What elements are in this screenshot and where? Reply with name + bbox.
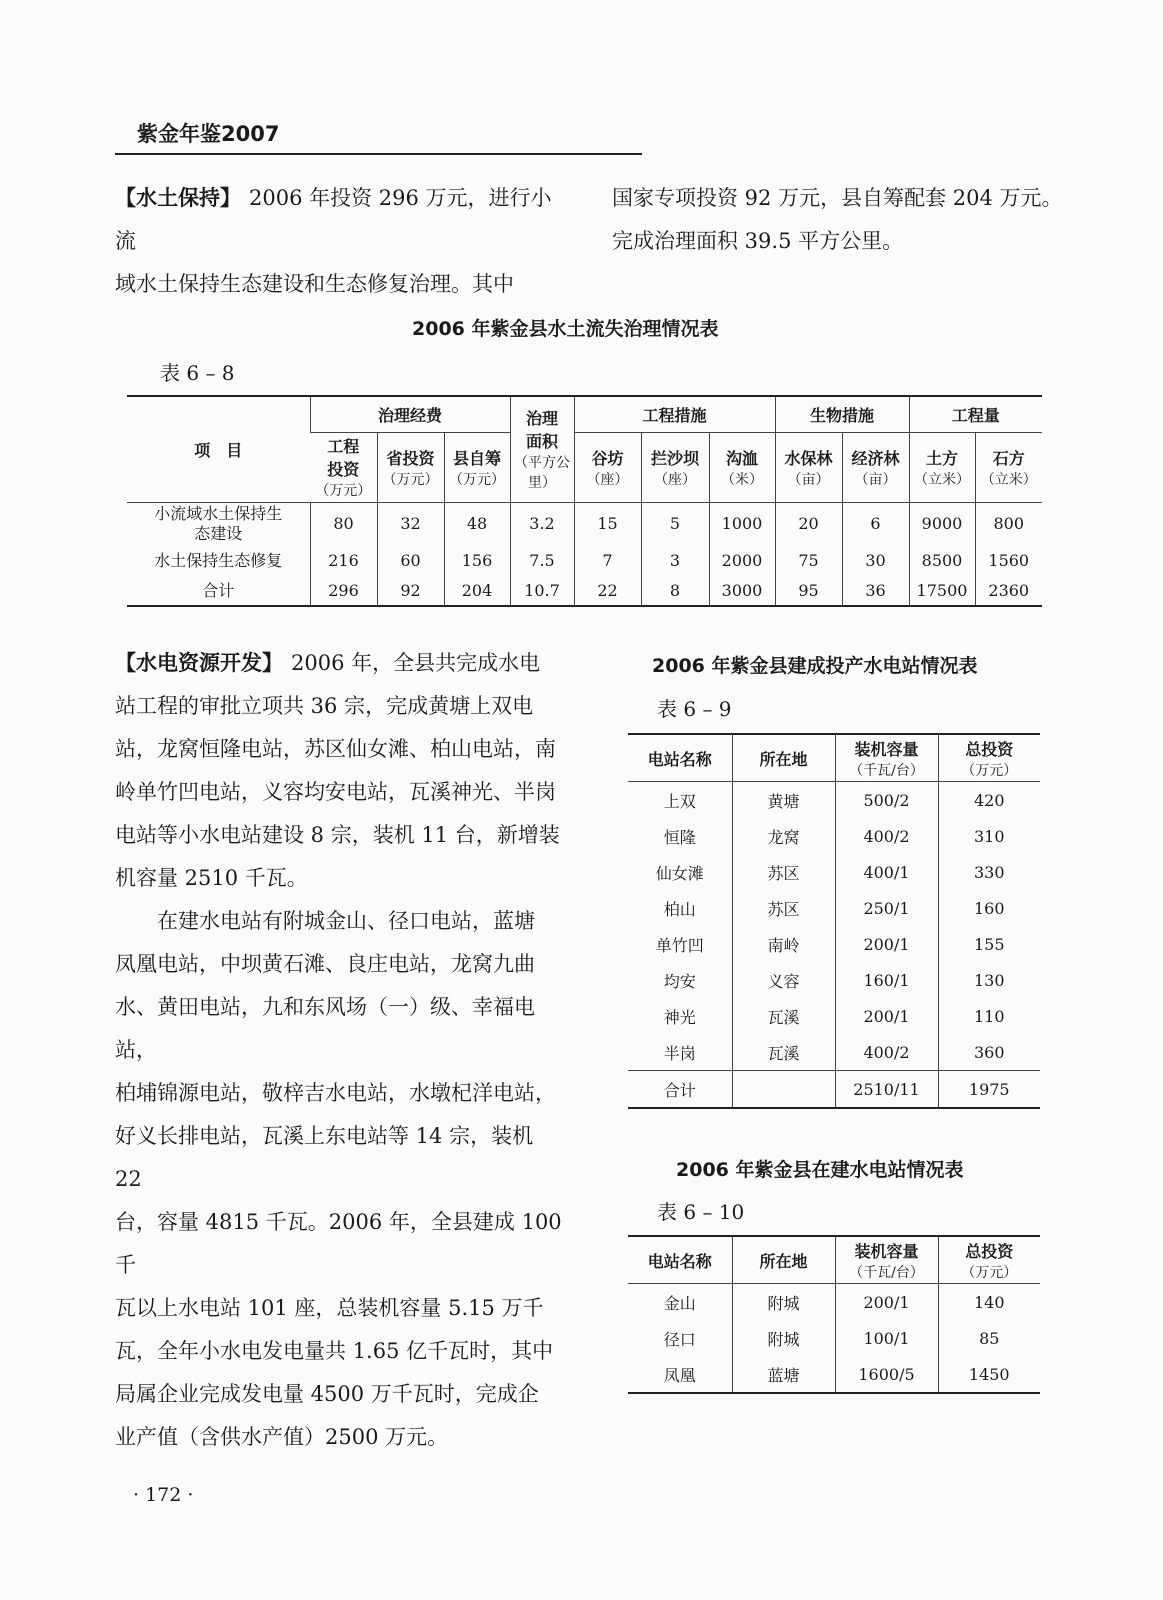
header-rule (115, 153, 642, 155)
table-cell: 330 (938, 854, 1040, 890)
table-cell: 15 (574, 502, 641, 546)
hydropower-paragraph-2 (115, 900, 565, 1459)
table-cell: 110 (938, 998, 1040, 1034)
table-cell: 32 (377, 502, 444, 546)
table-cell: 均安 (663, 971, 696, 991)
table-cell: 3 (641, 546, 709, 576)
row-label-text: 小流域水土保持生态建设 (154, 504, 283, 544)
table-cell: 250/1 (835, 890, 938, 926)
table-cell: 310 (938, 818, 1040, 854)
para-line: 电站等小水电站建设 8 宗，装机 11 台，新增装 (115, 823, 560, 847)
col-header-area (510, 396, 574, 502)
running-header-title: 紫金年鉴2007 (137, 122, 280, 146)
table-row (628, 1356, 1040, 1393)
table-cell: 1975 (938, 1071, 1040, 1109)
table-cell: 金山 (663, 1293, 696, 1313)
table-cell: 1000 (709, 502, 775, 546)
col-header-label: 经济林 (851, 448, 900, 468)
table-row (628, 818, 1040, 854)
col-header (310, 432, 377, 502)
col-header-label: 装机容量 (854, 1241, 919, 1261)
hydropower-lead: 【水电资源开发】 (115, 651, 283, 675)
table-cell: 20 (775, 502, 842, 546)
col-header-unit: （亩） (854, 471, 897, 488)
col-header-unit: （立米） (980, 471, 1037, 488)
table-cell: 75 (775, 546, 842, 576)
table-cell: 8500 (909, 546, 975, 576)
table-row-total (628, 1071, 1040, 1109)
table-cell: 200/1 (835, 998, 938, 1034)
para-line: 机容量 2510 千瓦。 (115, 866, 308, 890)
table-row (127, 502, 1042, 546)
col-header-item: 项 目 (127, 396, 310, 502)
table-cell: 36 (842, 576, 909, 606)
col-header-label: 石方 (992, 448, 1025, 468)
col-header-unit: （万元） (961, 1264, 1018, 1281)
col-header (574, 432, 641, 502)
para-line: 域水土保持生态建设和生态修复治理。其中 (115, 272, 514, 296)
table-cell: 160 (938, 890, 1040, 926)
col-header-station: 电站名称 (628, 1236, 732, 1284)
table-cell: 130 (938, 962, 1040, 998)
table-cell: 附城 (732, 1284, 835, 1321)
table-cell (732, 1071, 835, 1109)
table-cell: 瓦溪 (732, 998, 835, 1034)
table-cell: 200/1 (835, 1284, 938, 1321)
para-line: 水、黄田电站，九和东风场（一）级、幸福电站， (115, 995, 535, 1062)
table-cell: 2360 (975, 576, 1042, 606)
table-row (628, 890, 1040, 926)
row-label: 合计 (202, 580, 235, 600)
table-cell: 仙女滩 (655, 863, 704, 883)
table-row (628, 1320, 1040, 1356)
col-header-label: 总投资 (965, 1241, 1014, 1261)
table-row (628, 1034, 1040, 1071)
table-cell: 100/1 (835, 1320, 938, 1356)
col-header-location: 所在地 (732, 1236, 835, 1284)
table-6-8-caption: 2006 年紫金县水土流失治理情况表 (412, 318, 719, 340)
table-cell: 上双 (663, 791, 696, 811)
table-cell: 80 (310, 502, 377, 546)
col-header-label: 拦沙坝 (650, 448, 699, 468)
table-cell: 400/2 (835, 1034, 938, 1071)
table-cell: 156 (444, 546, 510, 576)
col-group-engineering: 工程措施 (574, 396, 775, 432)
col-header-area-unit: （平方公里） (514, 455, 570, 492)
table-cell: 柏山 (663, 899, 696, 919)
table-cell: 合计 (628, 1071, 732, 1109)
soil-conservation-lead: 【水土保持】 (115, 186, 241, 210)
table-6-8-number: 表 6 – 8 (160, 361, 235, 385)
col-header-unit: （千瓦/台） (849, 1264, 924, 1281)
table-cell: 3000 (709, 576, 775, 606)
table-cell: 360 (938, 1034, 1040, 1071)
para-line: 局属企业完成发电量 4500 万千瓦时，完成企 (115, 1382, 539, 1406)
table-cell: 420 (938, 782, 1040, 819)
table-cell: 1560 (975, 546, 1042, 576)
table-cell: 95 (775, 576, 842, 606)
table-6-9-number: 表 6 – 9 (657, 697, 732, 721)
table-cell: 6 (842, 502, 909, 546)
table-row-total (127, 576, 1042, 606)
table-cell: 单竹凹 (655, 935, 704, 955)
para-line: 2006 年投资 296 万元，进行小流 (115, 186, 552, 253)
soil-conservation-paragraph-col2 (612, 177, 1082, 263)
table-cell: 9000 (909, 502, 975, 546)
col-header-label: 水保林 (784, 448, 833, 468)
col-header (775, 432, 842, 502)
table-row (628, 1284, 1040, 1321)
col-header-area-line2: 面积 (525, 432, 558, 452)
table-cell: 义容 (732, 962, 835, 998)
col-header-label: 省投资 (386, 448, 435, 468)
col-header-label: 沟洫 (725, 448, 758, 468)
table-cell: 凤凰 (663, 1365, 696, 1385)
table-cell: 30 (842, 546, 909, 576)
col-header-capacity (835, 1236, 938, 1284)
col-header-unit: （座） (654, 471, 696, 488)
col-header (444, 432, 510, 502)
col-header-capacity (835, 734, 938, 782)
para-line: 在建水电站有附城金山、径口电站，蓝塘 (157, 909, 535, 933)
col-header-unit: （万元） (961, 762, 1018, 779)
col-header-unit: （座） (586, 471, 629, 488)
table-cell: 神光 (663, 1007, 696, 1027)
table-row (628, 926, 1040, 962)
table-cell: 216 (310, 546, 377, 576)
col-header-investment (938, 734, 1040, 782)
para-line: 好义长排电站，瓦溪上东电站等 14 宗，装机 22 (115, 1124, 534, 1191)
table-cell: 附城 (732, 1320, 835, 1356)
table-cell: 半岗 (663, 1043, 696, 1063)
table-cell: 140 (938, 1284, 1040, 1321)
table-cell: 92 (377, 576, 444, 606)
table-cell: 南岭 (732, 926, 835, 962)
table-cell: 60 (377, 546, 444, 576)
para-line: 站，龙窝恒隆电站，苏区仙女滩、柏山电站，南 (115, 737, 556, 761)
table-cell: 400/1 (835, 854, 938, 890)
table-cell: 8 (641, 576, 709, 606)
col-header-area-line1: 治理 (525, 409, 558, 429)
col-header-label: 总投资 (965, 739, 1014, 759)
col-header (377, 432, 444, 502)
para-line: 凤凰电站，中坝黄石滩、良庄电站，龙窝九曲 (115, 952, 535, 976)
col-header-unit: （立米） (914, 471, 970, 488)
col-header (842, 432, 909, 502)
table-cell: 黄塘 (732, 782, 835, 819)
para-line: 完成治理面积 39.5 平方公里。 (612, 229, 904, 253)
table-6-10-caption: 2006 年紫金县在建水电站情况表 (676, 1159, 964, 1181)
soil-conservation-paragraph-col1 (115, 177, 565, 306)
table-cell: 400/2 (835, 818, 938, 854)
col-header-location: 所在地 (732, 734, 835, 782)
table-row (127, 546, 1042, 576)
table-6-10-number: 表 6 – 10 (657, 1200, 745, 1224)
table-cell: 瓦溪 (732, 1034, 835, 1071)
col-header-label: 土方 (925, 448, 958, 468)
table-cell: 1600/5 (835, 1356, 938, 1393)
col-header-label: 谷坊 (591, 448, 624, 468)
hydropower-paragraph-1 (115, 642, 565, 900)
under-construction-hydropower-table (628, 1235, 1040, 1394)
col-header-unit: （万元） (382, 471, 439, 488)
col-header-label: 装机容量 (854, 739, 919, 759)
para-line: 柏埔锦源电站，敬梓吉水电站，水墩杞洋电站， (115, 1081, 556, 1105)
table-row (628, 962, 1040, 998)
table-cell: 17500 (909, 576, 975, 606)
table-cell: 蓝塘 (732, 1356, 835, 1393)
table-row (628, 998, 1040, 1034)
para-line: 站工程的审批立项共 36 宗，完成黄塘上双电 (115, 694, 534, 718)
para-line: 瓦，全年小水电发电量共 1.65 亿千瓦时，其中 (115, 1339, 554, 1363)
table-cell: 苏区 (732, 854, 835, 890)
table-cell: 恒隆 (663, 827, 696, 847)
para-line: 业产值（含供水产值）2500 万元。 (115, 1425, 449, 1449)
table-row (628, 782, 1040, 819)
para-line: 瓦以上水电站 101 座，总装机容量 5.15 万千 (115, 1296, 544, 1320)
col-header (709, 432, 775, 502)
para-line: 台，容量 4815 千瓦。2006 年，全县建成 100 千 (115, 1210, 562, 1277)
table-row (628, 854, 1040, 890)
col-group-quantity: 工程量 (909, 396, 1042, 432)
table-cell: 800 (975, 502, 1042, 546)
table-cell: 200/1 (835, 926, 938, 962)
soil-erosion-table (127, 395, 1042, 607)
completed-hydropower-table (628, 733, 1040, 1109)
col-header-unit: （万元） (315, 483, 372, 499)
table-cell: 3.2 (510, 502, 574, 546)
table-cell: 500/2 (835, 782, 938, 819)
table-cell: 龙窝 (732, 818, 835, 854)
col-header-unit: （万元） (449, 471, 505, 488)
col-header (641, 432, 709, 502)
table-cell: 296 (310, 576, 377, 606)
col-header-unit: （亩） (787, 471, 830, 488)
col-header-unit: （米） (721, 471, 763, 488)
col-group-funding: 治理经费 (310, 396, 510, 432)
table-cell: 160/1 (835, 962, 938, 998)
table-cell: 苏区 (732, 890, 835, 926)
col-header-label: 县自筹 (452, 448, 501, 468)
col-header-investment (938, 1236, 1040, 1284)
table-cell: 10.7 (510, 576, 574, 606)
col-header (909, 432, 975, 502)
para-line: 国家专项投资 92 万元，县自筹配套 204 万元。 (612, 186, 1063, 210)
row-label (127, 502, 310, 546)
para-line: 岭单竹凹电站，义容均安电站，瓦溪神光、半岗 (115, 780, 556, 804)
table-cell: 85 (938, 1320, 1040, 1356)
table-6-9-caption: 2006 年紫金县建成投产水电站情况表 (652, 655, 978, 677)
para-line: 2006 年，全县共完成水电 (291, 651, 541, 675)
col-header-unit: （千瓦/台） (849, 762, 924, 779)
col-header-station: 电站名称 (628, 734, 732, 782)
table-cell: 22 (574, 576, 641, 606)
table-cell: 7 (574, 546, 641, 576)
table-cell: 1450 (938, 1356, 1040, 1393)
row-label: 水土保持生态修复 (154, 551, 283, 570)
table-cell: 7.5 (510, 546, 574, 576)
table-cell: 48 (444, 502, 510, 546)
table-cell: 155 (938, 926, 1040, 962)
table-cell: 2000 (709, 546, 775, 576)
table-cell: 204 (444, 576, 510, 606)
col-header (975, 432, 1042, 502)
col-group-biological: 生物措施 (775, 396, 909, 432)
page-number: · 172 · (133, 1484, 194, 1506)
table-cell: 径口 (663, 1329, 696, 1349)
table-cell: 2510/11 (835, 1071, 938, 1109)
col-header-label: 工程投资 (327, 437, 360, 479)
table-cell: 5 (641, 502, 709, 546)
